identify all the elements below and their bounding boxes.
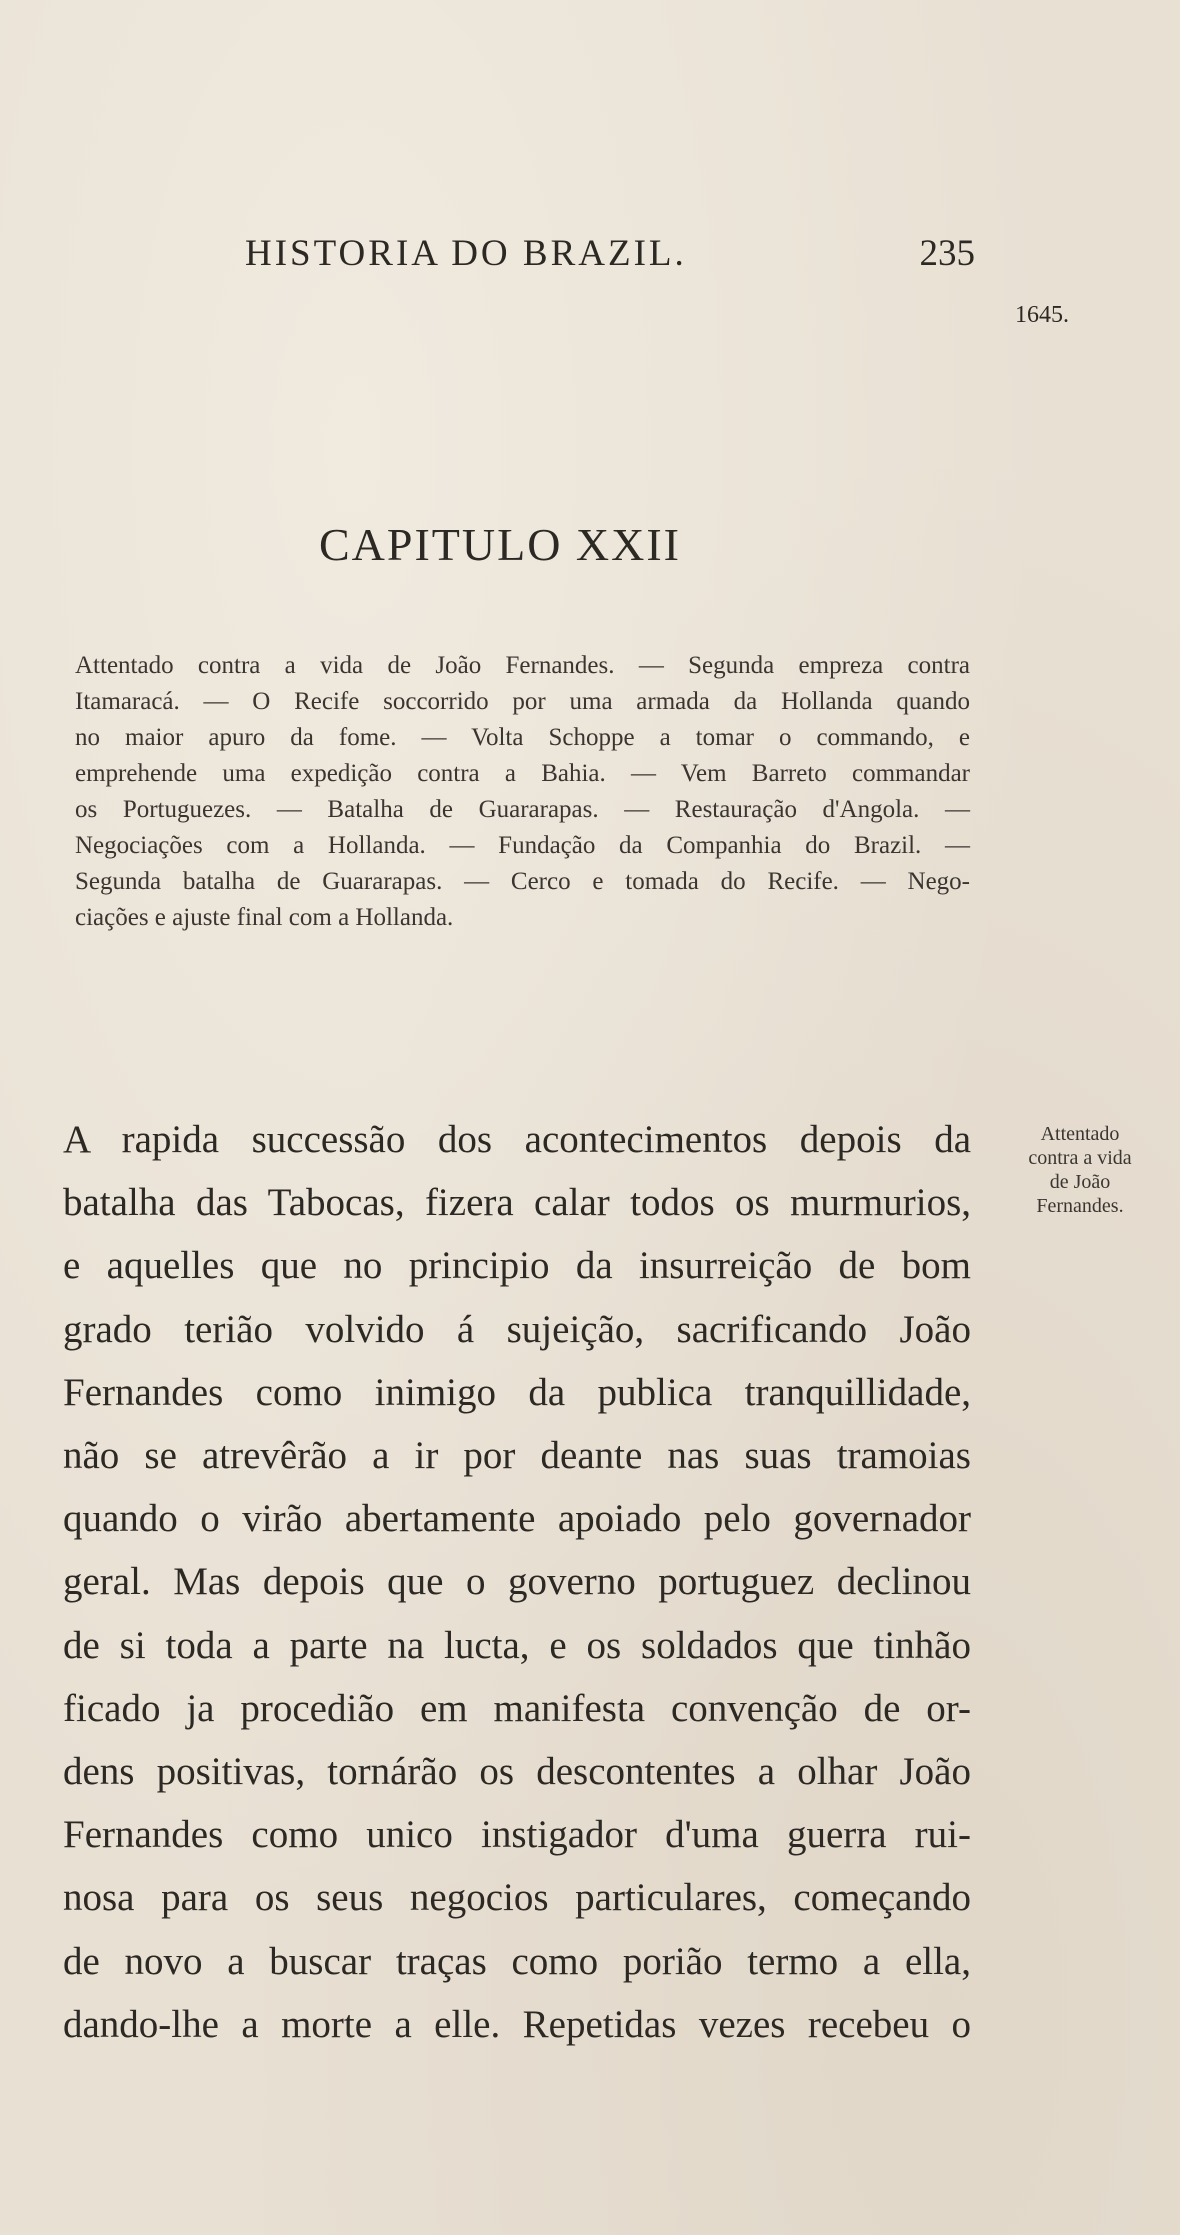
body-line: A rapida successão dos acontecimentos depois da bbox=[63, 1118, 971, 1161]
body-line: ficado ja procedião em manifesta convenção de or- bbox=[63, 1686, 971, 1730]
body-line: Fernandes como inimigo da publica tranquillidade, bbox=[63, 1370, 971, 1414]
margin-note-line: de João bbox=[1049, 1171, 1111, 1193]
body-line: batalha das Tabocas, fizera calar todos os murmurios, bbox=[63, 1181, 971, 1225]
body-line: de si toda a parte na lucta, e os soldados que tinhão bbox=[63, 1623, 971, 1667]
body-line: nosa para os seus negocios particulares, começando bbox=[63, 1876, 971, 1920]
summary-line: no maior apuro da fome. — Volta Schoppe a tomar o commando, e bbox=[75, 724, 970, 751]
body-paragraph bbox=[63, 1108, 971, 2056]
chapter-title: CAPITULO XXII bbox=[318, 519, 681, 570]
summary-line: Segunda batalha de Guararapas. — Cerco e tomada do Recife. — Nego- bbox=[75, 868, 970, 895]
margin-note-line: contra a vida bbox=[1028, 1147, 1132, 1169]
body-line: Fernandes como unico instigador d'uma guerra rui- bbox=[63, 1813, 971, 1857]
summary-line: ciações e ajuste final com a Hollanda. bbox=[75, 904, 454, 931]
body-line: não se atrevêrão a ir por deante nas suas tramoias bbox=[63, 1434, 971, 1478]
year-note: 1645. bbox=[1015, 302, 1069, 328]
margin-note bbox=[990, 1122, 1170, 1218]
body-line: de novo a buscar traças como porião termo a ella, bbox=[63, 1939, 971, 1983]
body-line: geral. Mas depois que o governo portuguez declinou bbox=[63, 1560, 971, 1604]
body-line: dando-lhe a morte a elle. Repetidas vezes recebeu o bbox=[63, 2002, 971, 2046]
margin-note-line: Attentado bbox=[1040, 1123, 1120, 1145]
summary-line: Itamaracá. — O Recife soccorrido por uma armada da Hollanda quando bbox=[75, 688, 970, 715]
summary-line: Attentado contra a vida de João Fernandes. — Segunda empreza contra bbox=[75, 652, 970, 679]
body-line: grado terião volvido á sujeição, sacrificando João bbox=[63, 1307, 971, 1351]
summary-line: Negociações com a Hollanda. — Fundação da Companhia do Brazil. — bbox=[75, 832, 970, 859]
margin-note-line: Fernandes. bbox=[1036, 1195, 1124, 1217]
summary-line: os Portuguezes. — Batalha de Guararapas. — Restauração d'Angola. — bbox=[75, 796, 970, 823]
body-line: quando o virão abertamente apoiado pelo governador bbox=[63, 1497, 971, 1541]
chapter-summary bbox=[75, 648, 970, 936]
body-line: dens positivas, tornárão os descontentes a olhar João bbox=[63, 1750, 971, 1794]
summary-line: emprehende uma expedição contra a Bahia. — Vem Barreto commandar bbox=[75, 760, 970, 787]
running-header bbox=[245, 232, 975, 282]
body-line: e aquelles que no principio da insurreição de bom bbox=[63, 1244, 971, 1288]
running-title: HISTORIA DO BRAZIL. bbox=[245, 233, 687, 274]
page-number: 235 bbox=[919, 233, 975, 274]
